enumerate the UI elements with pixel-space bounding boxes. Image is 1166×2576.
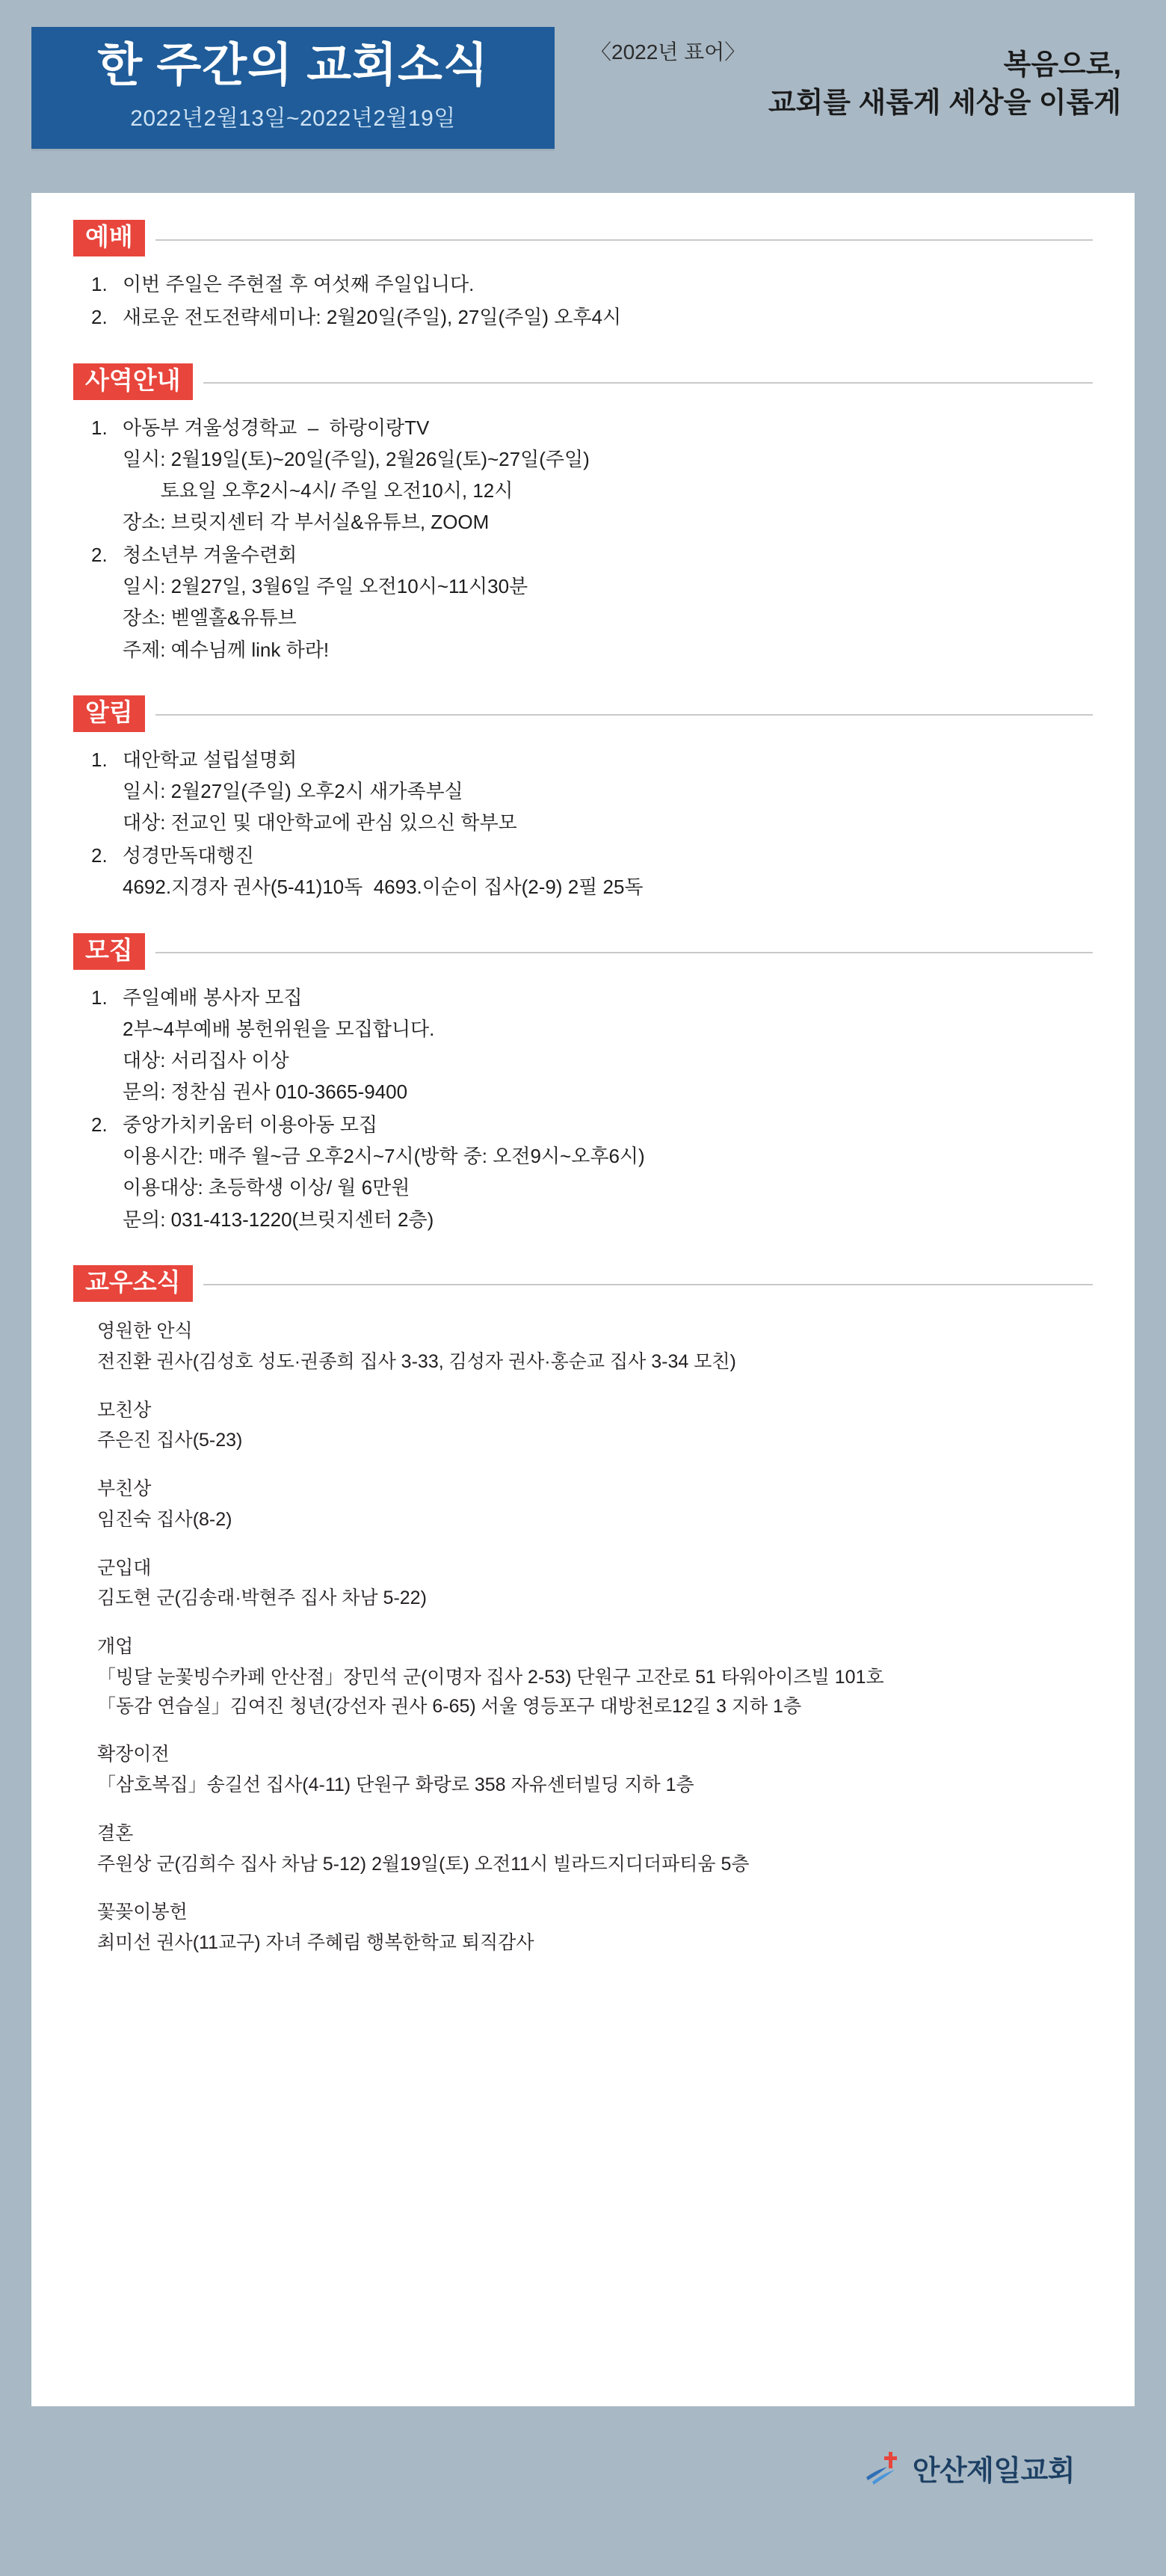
- section-body-worship: [73, 264, 1093, 333]
- news-group-title: 꽃꽂이봉헌: [97, 1902, 188, 1923]
- section-divider: [155, 239, 1093, 241]
- news-group-title: 확장이전: [97, 1744, 170, 1765]
- list-item-line: 이용시간: 매주 월~금 오후2시~7시(방학 중: 오전9시~오후6시): [123, 1145, 645, 1168]
- list-item-line: 문의: 정찬심 권사 010-3665-9400: [123, 1080, 408, 1104]
- news-group: [97, 1554, 1093, 1614]
- list-item-line: 대상: 전교인 및 대안학교에 관심 있으신 학부모: [123, 811, 517, 834]
- news-group: [97, 1819, 1093, 1879]
- page-title: 한 주간의 교회소식: [97, 40, 489, 91]
- section-divider: [155, 952, 1093, 953]
- section-body-notice: [73, 740, 1093, 903]
- section-tag-ministry: 사역안내: [73, 363, 193, 400]
- section-ministry: [73, 363, 1093, 665]
- section-worship: [73, 220, 1093, 333]
- list-item: [91, 539, 1093, 665]
- spacer: [73, 336, 1093, 363]
- section-body-ministry: [73, 408, 1093, 665]
- list-item-line: 주일예배 봉사자 모집: [123, 986, 303, 1009]
- list-item-lines: [123, 840, 1093, 903]
- list-item: [91, 982, 1093, 1107]
- list-item-line: 새로운 전도전략세미나: 2월20일(주일), 27일(주일) 오후4시: [123, 306, 622, 329]
- list-item-number: 1.: [91, 748, 108, 771]
- list-item-line: 4692.지경자 권사(5-41)10독 4693.이순이 집사(2-9) 2필 25독: [123, 876, 644, 899]
- news-group-line: 김도현 군(김송래·박현주 집사 차남 5-22): [97, 1587, 427, 1609]
- list-item-line: 일시: 2월27일(주일) 오후2시 새가족부실: [123, 780, 463, 803]
- news-group-line: 최미선 권사(11교구) 자녀 주혜림 행복한학교 퇴직감사: [97, 1932, 534, 1953]
- list-item-line: 2부~4부예배 봉헌위원을 모집합니다.: [123, 1017, 435, 1040]
- church-logo-icon: [862, 2447, 902, 2488]
- list-item-line: 청소년부 겨울수련회: [123, 544, 297, 567]
- list-item-number: 2.: [91, 544, 108, 567]
- list-item-number: 2.: [91, 1113, 108, 1137]
- section-header: [73, 363, 1093, 400]
- list-item-line: 장소: 벧엘홀&유튜브: [123, 606, 297, 630]
- spacer: [73, 1238, 1093, 1265]
- list-item: [91, 840, 1093, 903]
- list-item-lines: [123, 268, 1093, 300]
- page-header: [0, 0, 1166, 187]
- news-group: [97, 1396, 1093, 1456]
- slogan-line-2: 교회를 새롭게 세상을 이롭게: [768, 87, 1121, 120]
- list-item: [91, 1109, 1093, 1235]
- section-recruit: [73, 933, 1093, 1235]
- list-item: [91, 412, 1093, 538]
- list-item-lines: [123, 1109, 1093, 1235]
- title-block: [31, 27, 555, 149]
- list-item-line: 이용대상: 초등학생 이상/ 월 6만원: [123, 1176, 410, 1199]
- section-divider: [155, 714, 1093, 716]
- section-notice: [73, 695, 1093, 903]
- news-group-line: 전진환 권사(김성호 성도·권종희 집사 3-33, 김성자 권사·홍순교 집사 3-34 모친): [97, 1350, 736, 1372]
- news-group-line: 「삼호복집」송길선 집사(4-11) 단원구 화랑로 358 자유센터빌딩 지하 1층: [97, 1774, 694, 1795]
- section-member-news: [73, 1265, 1093, 1958]
- section-tag-recruit: 모집: [73, 933, 145, 970]
- section-divider: [203, 1284, 1093, 1285]
- section-header: [73, 695, 1093, 732]
- section-tag-member-news: 교우소식: [73, 1265, 193, 1302]
- list-item: [91, 744, 1093, 838]
- news-group-title: 군입대: [97, 1557, 152, 1579]
- church-logo: [862, 2447, 1075, 2489]
- section-body-member-news: [73, 1309, 1093, 1958]
- list-item-line: 대안학교 설립설명회: [123, 748, 297, 771]
- news-group: [97, 1475, 1093, 1534]
- news-group-line: 「동감 연습실」김여진 청년(강선자 권사 6-65) 서울 영등포구 대방천로12길 3 지하 1층: [97, 1695, 802, 1717]
- date-range: 2022년2월13일~2022년2월19일: [130, 106, 456, 132]
- news-group: [97, 1740, 1093, 1800]
- news-group-line: 주원상 군(김희수 집사 차남 5-12) 2월19일(토) 오전11시 빌라드지디더파티움 5층: [97, 1853, 750, 1875]
- list-item-number: 1.: [91, 986, 108, 1009]
- list-item-line: 주제: 예수님께 link 하라!: [123, 638, 330, 661]
- list-item-number: 2.: [91, 844, 108, 867]
- list-item-number: 1.: [91, 416, 108, 439]
- news-group: [97, 1632, 1093, 1721]
- news-group-title: 모친상: [97, 1399, 152, 1421]
- section-header: [73, 933, 1093, 970]
- list-item-number: 2.: [91, 306, 108, 329]
- news-group-title: 부친상: [97, 1478, 152, 1499]
- list-item-lines: [123, 301, 1093, 333]
- spacer: [73, 668, 1093, 695]
- list-item-line: 성경만독대행진: [123, 844, 254, 867]
- list-item-lines: [123, 982, 1093, 1107]
- list-item-lines: [123, 539, 1093, 665]
- list-item: [91, 301, 1093, 333]
- section-tag-worship: 예배: [73, 220, 145, 256]
- section-divider: [203, 382, 1093, 384]
- list-item-lines: [123, 412, 1093, 538]
- spacer: [73, 906, 1093, 933]
- list-item-line: 일시: 2월27일, 3월6일 주일 오전10시~11시30분: [123, 575, 528, 598]
- news-group-title: 개업: [97, 1636, 134, 1657]
- page-footer: [31, 2423, 1135, 2512]
- news-group-title: 영원한 안식: [97, 1321, 193, 1341]
- list-item: [91, 268, 1093, 300]
- news-group-line: 「빙달 눈꽃빙수카페 안산점」장민석 군(이명자 집사 2-53) 단원구 고잔로 51 타워아이즈빌 101호: [97, 1666, 884, 1688]
- news-group-title: 결혼: [97, 1822, 134, 1844]
- list-item-line: 장소: 브릿지센터 각 부서실&유튜브, ZOOM: [123, 511, 490, 534]
- slogan-text: [768, 46, 1121, 123]
- section-header: [73, 220, 1093, 256]
- news-group: [97, 1898, 1093, 1958]
- bulletin-sheet: [31, 193, 1135, 2406]
- list-item-line: 일시: 2월19일(토)~20일(주일), 2월26일(토)~27일(주일): [123, 447, 590, 470]
- list-item-line: 토요일 오후2시~4시/ 주일 오전10시, 12시: [123, 479, 513, 502]
- list-item-line: 아동부 겨울성경학교 – 하랑이랑TV: [123, 416, 430, 439]
- slogan-label: 〈2022년 표어〉: [590, 40, 746, 64]
- list-item-line: 대상: 서리집사 이상: [123, 1049, 289, 1072]
- slogan-line-1: 복음으로,: [1003, 49, 1121, 81]
- list-item-line: 중앙가치키움터 이용아동 모집: [123, 1113, 377, 1137]
- section-header: [73, 1265, 1093, 1302]
- list-item-line: 문의: 031-413-1220(브릿지센터 2층): [123, 1208, 434, 1231]
- news-group-line: 주은진 집사(5-23): [97, 1430, 243, 1451]
- list-item-number: 1.: [91, 273, 108, 296]
- list-item-lines: [123, 744, 1093, 838]
- section-body-recruit: [73, 977, 1093, 1235]
- list-item-line: 이번 주일은 주현절 후 여섯째 주일입니다.: [123, 273, 475, 296]
- news-group: [97, 1317, 1093, 1377]
- news-group-line: 임진숙 집사(8-2): [97, 1508, 232, 1530]
- section-tag-notice: 알림: [73, 695, 145, 732]
- church-name: 안산제일교회: [912, 2455, 1075, 2487]
